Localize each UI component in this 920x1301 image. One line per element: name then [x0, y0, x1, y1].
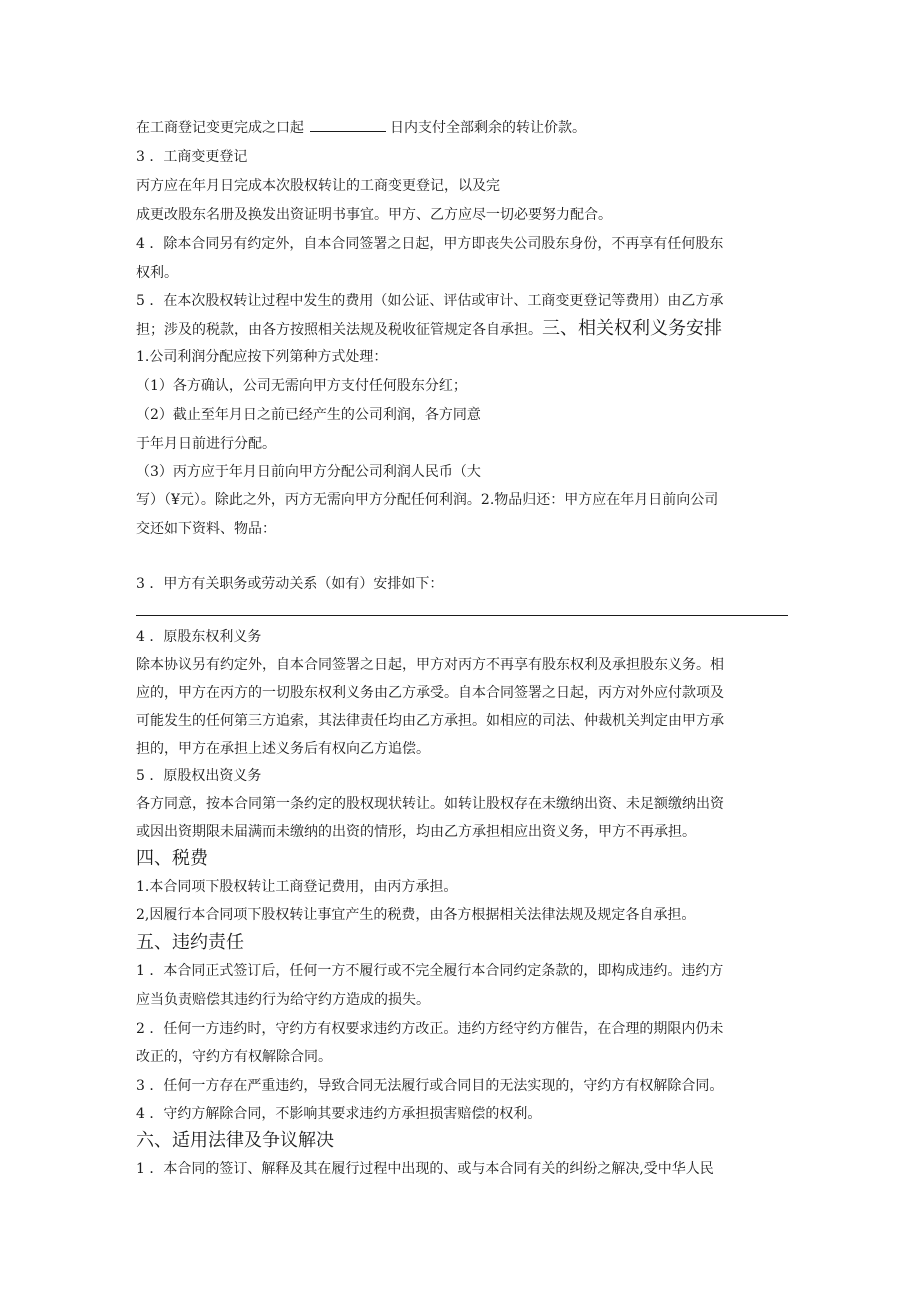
paragraph-line: （2）截止至年月日之前已经产生的公司利润，各方同意 — [136, 407, 481, 423]
paragraph-line: 交还如下资料、物品： — [136, 521, 276, 537]
paragraph-line: 权利。 — [136, 265, 178, 281]
section-heading-registration: 3 ．工商变更登记 — [136, 149, 248, 165]
tax-clause-text: 担；涉及的税款，由各方按照相关法规及税收征管规定各自承担。 — [136, 322, 542, 338]
paragraph-line: 或因出资期限未届满而未缴纳的出资的情形，均由乙方承担相应出资义务，甲方不再承担。 — [136, 824, 696, 840]
paragraph-line: 应当负责赔偿其违约行为给守约方造成的损失。 — [136, 992, 430, 1008]
fill-in-rule — [136, 615, 788, 616]
paragraph-line: 2,因履行本合同项下股权转让事宜产生的税费，由各方根据相关法律法规及规定各自承担。 — [136, 907, 696, 923]
paragraph-line: 1 ．本合同的签订、解释及其在履行过程中出现的、或与本合同有关的纠纷之解决,受中华人民 — [136, 1161, 714, 1177]
section-heading-shareholder-rights: 4 ．原股东权利义务 — [136, 629, 262, 645]
paragraph-line: 各方同意，按本合同第一条约定的股权现状转让。如转让股权存在未缴纳出资、未足额缴纳出资 — [136, 796, 724, 812]
section-heading-breach: 五、违约责任 — [136, 932, 244, 953]
paragraph-line: 4 ．守约方解除合同，不影响其要求违约方承担损害赔偿的权利。 — [136, 1106, 542, 1122]
paragraph-line: 写）（¥元）。除此之外，丙方无需向甲方分配任何利润。2.物品归还：甲方应在年月日前向公司 — [136, 492, 719, 508]
section-heading-rights: 三、相关权利义务安排 — [542, 318, 722, 339]
paragraph-line: （1）各方确认，公司无需向甲方支付任何股东分红； — [136, 378, 467, 394]
section-heading-capital: 5 ．原股权出资义务 — [136, 768, 262, 784]
paragraph-line: 改正的，守约方有权解除合同。 — [136, 1049, 332, 1065]
payment-clause-text-end: 日内支付全部剩余的转让价款。 — [390, 120, 586, 136]
paragraph-line: 1 ．本合同正式签订后，任何一方不履行或不完全履行本合同约定条款的，即构成违约。违约方 — [136, 963, 724, 979]
paragraph-line: 4 ．除本合同另有约定外，自本合同签署之日起，甲方即丧失公司股东身份，不再享有任何股东 — [136, 236, 724, 252]
paragraph-line: 2 ．任何一方违约时，守约方有权要求违约方改正。违约方经守约方催告，在合理的期限内仍未 — [136, 1021, 724, 1037]
paragraph-line: 除本协议另有约定外，自本合同签署之日起，甲方对丙方不再享有股东权利及承担股东义务。相 — [136, 657, 724, 673]
paragraph-line: 5 ．在本次股权转让过程中发生的费用（如公证、评估或审计、工商变更登记等费用）由乙方承 — [136, 293, 724, 309]
paragraph-line: （3）丙方应于年月日前向甲方分配公司利润人民币（大 — [136, 464, 481, 480]
paragraph-line: 1.公司利润分配应按下列第种方式处理： — [136, 349, 388, 365]
paragraph-line: 于年月日前进行分配。 — [136, 436, 276, 452]
paragraph-line: 3 ．任何一方存在严重违约，导致合同无法履行或合同目的无法实现的，守约方有权解除合同。 — [136, 1078, 724, 1094]
paragraph-line: 可能发生的任何第三方追索，其法律责任均由乙方承担。如相应的司法、仲裁机关判定由甲方承 — [136, 713, 724, 729]
paragraph-line: 丙方应在年月日完成本次股权转让的工商变更登记，以及完 — [136, 178, 500, 194]
paragraph-line: 1.本合同项下股权转让工商登记费用，由丙方承担。 — [136, 879, 458, 895]
paragraph-line: 成更改股东名册及换发出资证明书事宜。甲方、乙方应尽一切必要努力配合。 — [136, 207, 612, 223]
paragraph-line-with-heading — [136, 320, 722, 339]
section-heading-taxes: 四、税费 — [136, 848, 208, 869]
section-heading-law: 六、适用法律及争议解决 — [136, 1130, 334, 1151]
payment-clause-text: 在工商登记变更完成之口起 — [136, 120, 304, 136]
paragraph-line: 担的，甲方在承担上述义务后有权向乙方追偿。 — [136, 741, 430, 757]
paragraph-line: 应的，甲方在丙方的一切股东权利义务由乙方承受。自本合同签署之日起，丙方对外应付款项及 — [136, 685, 724, 701]
payment-clause-line — [136, 119, 586, 137]
blank-days-field — [310, 119, 386, 132]
paragraph-line: 3 ．甲方有关职务或劳动关系（如有）安排如下： — [136, 576, 444, 592]
